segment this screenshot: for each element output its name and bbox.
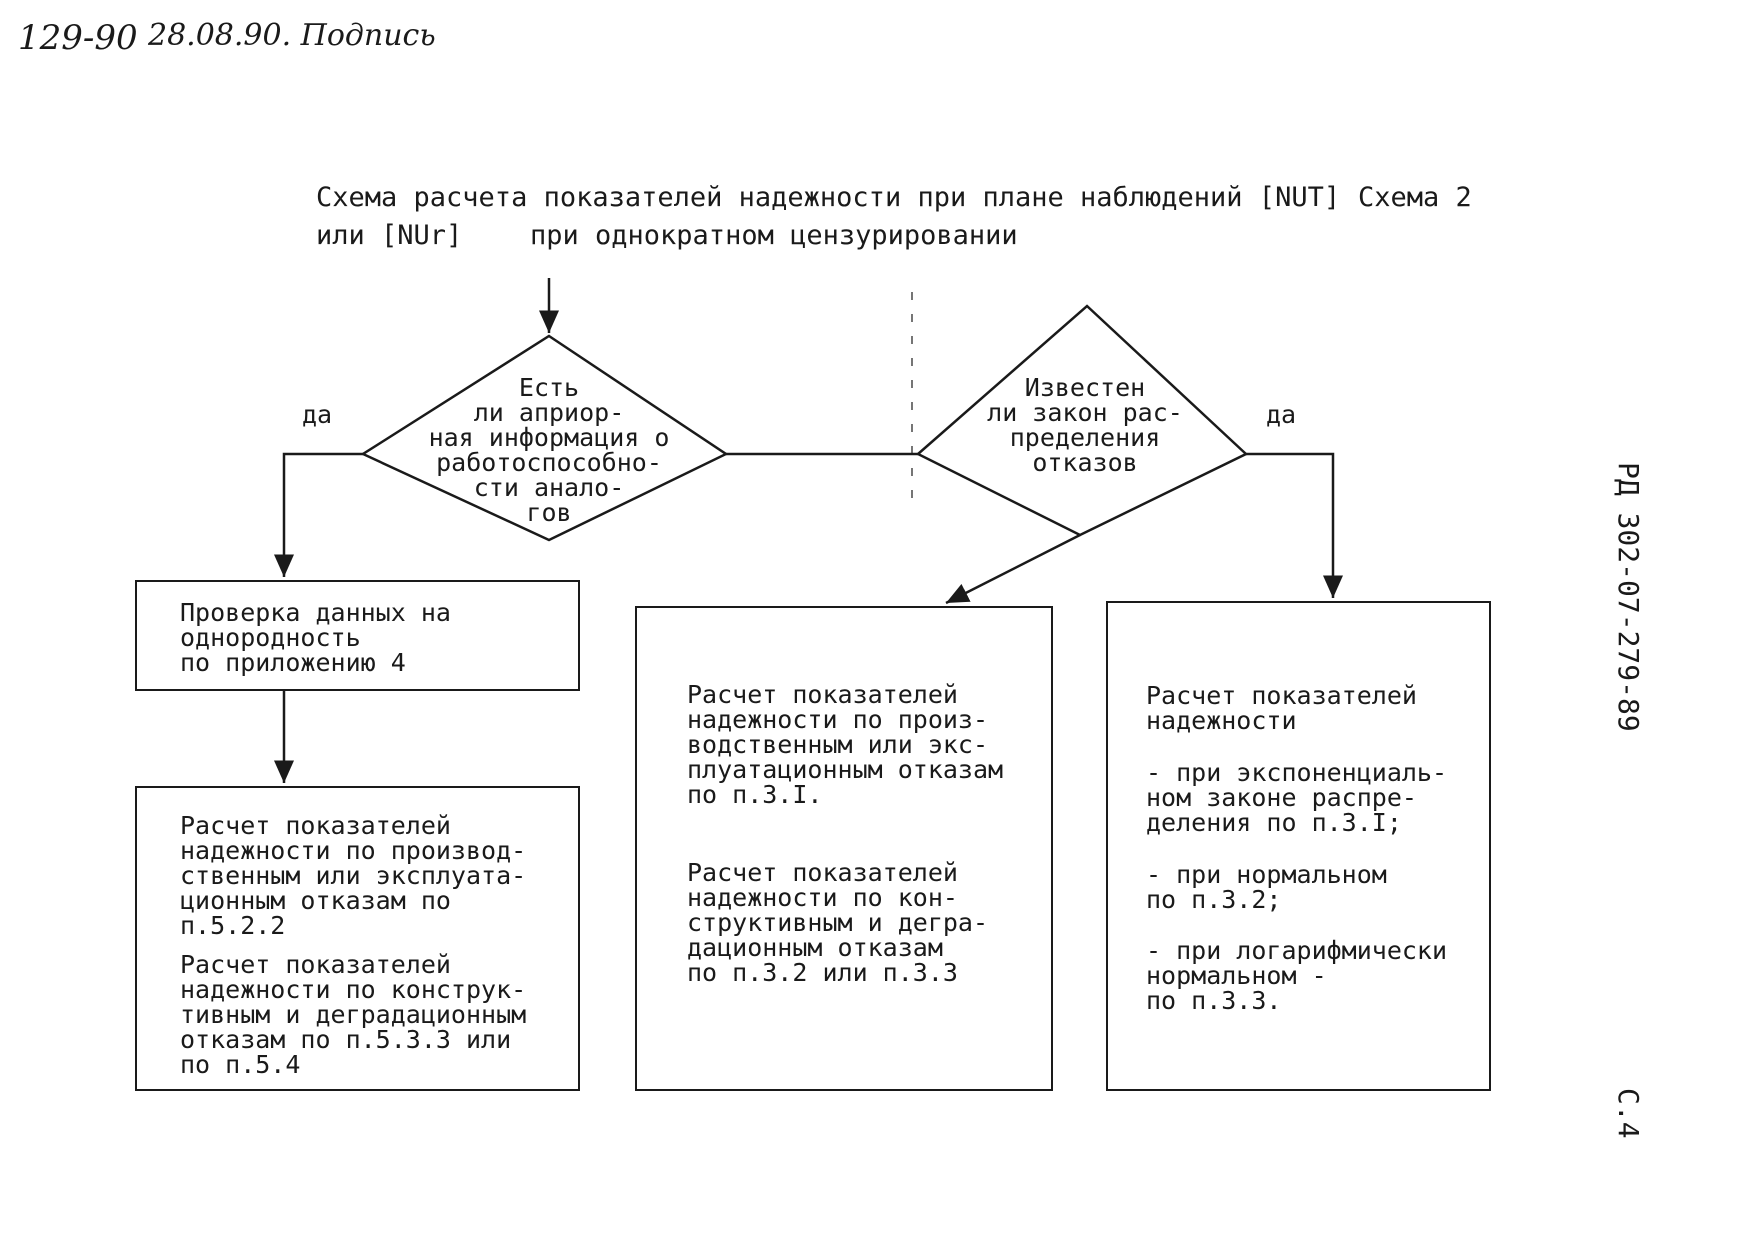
yes-label-right: да	[1266, 400, 1297, 429]
process-box-homogeneity-check	[135, 580, 580, 691]
handwritten-number: 129-90	[18, 18, 138, 58]
yes-branch-right	[1246, 454, 1333, 598]
left-calc-para1: Расчет показателей надежности по производ- ственным или эксплуата- ционным отказам по п.5.2.2	[180, 811, 527, 940]
middle-calc-para2: Расчет показателей надежности по кон- структивным и дегра- дационным отказам по п.3.2 или п.3.3	[687, 858, 989, 987]
middle-calc-para1: Расчет показателей надежности по произ- водственным или экс- плуатационным отказам по п.3.I.	[687, 680, 1004, 809]
right-calc-heading: Расчет показателей надежности	[1146, 681, 1417, 735]
process-box-middle-calc	[635, 606, 1053, 1091]
left-calc-para2: Расчет показателей надежности по конструк- тивным и деградационным отказам по п.5.3.3 или по п.5.4	[180, 950, 527, 1079]
right-calc-item-lognormal: - при логарифмически нормальном - по п.3.3.	[1146, 936, 1448, 1015]
right-calc-item-exponential: - при экспоненциаль- ном законе распре- деления по п.3.I;	[1146, 758, 1448, 837]
decision-left-text: Есть ли априор- ная информация о работоспособно- сти анало- гов	[428, 373, 670, 527]
document-code: РД 302-07-279-89	[1612, 462, 1645, 732]
yes-label-left: да	[302, 400, 333, 429]
diagram-title-line1: Схема расчета показателей надежности при плане наблюдений [NUT]	[316, 182, 1341, 213]
decision-right-text: Известен ли закон рас- пределения отказов	[987, 373, 1183, 477]
page-number: С.4	[1612, 1088, 1645, 1139]
homogeneity-check-text: Проверка данных на однородность по приложению 4	[180, 598, 451, 677]
diagram-title-line2-prefix: или [NUr]	[316, 220, 463, 251]
diagram-title-line2-suffix: при однократном цензурировании	[530, 220, 1018, 251]
schema-label: Схема 2	[1358, 182, 1472, 213]
no-branch-right	[946, 535, 1080, 603]
process-box-left-calc	[135, 786, 580, 1091]
yes-branch-left	[284, 454, 363, 577]
right-calc-item-normal: - при нормальном по п.3.2;	[1146, 860, 1387, 914]
handwritten-date-signature: 28.08.90. Подпись	[148, 18, 436, 53]
process-box-right-calc	[1106, 601, 1491, 1091]
